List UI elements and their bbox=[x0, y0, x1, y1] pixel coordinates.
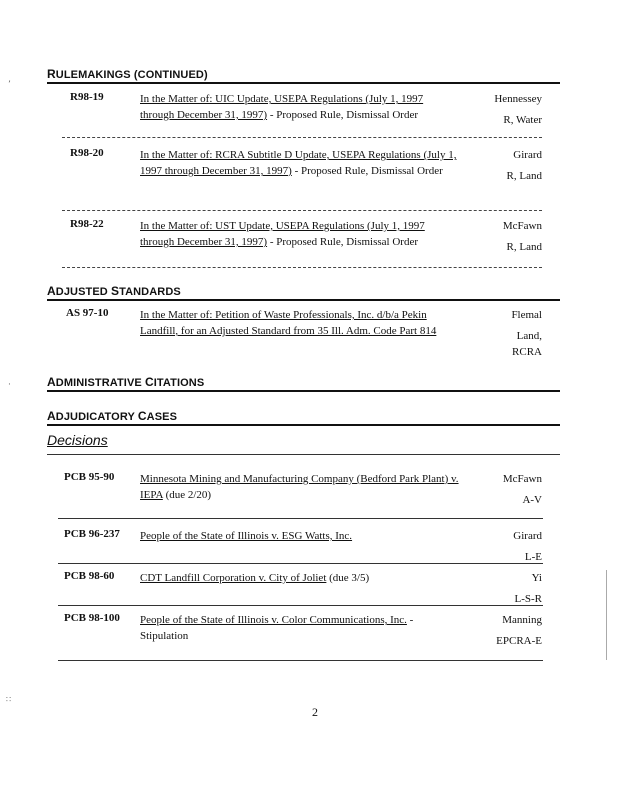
case-type: Land, bbox=[516, 330, 542, 342]
case-title-link[interactable]: CDT Landfill Corporation v. City of Joliet bbox=[140, 572, 327, 584]
subsection-rule bbox=[47, 454, 560, 455]
case-meta bbox=[511, 307, 542, 360]
section-rule bbox=[47, 424, 560, 426]
case-title: In the Matter of: UIC Update, USEPA Regulations (July 1, 1997 through December 31, 1997) - Proposed Rule, Dismissal Order bbox=[140, 93, 424, 121]
case-type: A-V bbox=[522, 494, 542, 506]
page-number: 2 bbox=[312, 705, 318, 719]
docket-number: R98-19 bbox=[70, 91, 104, 103]
case-title bbox=[140, 528, 460, 544]
row-divider bbox=[58, 605, 543, 606]
case-meta bbox=[494, 91, 542, 128]
row-divider bbox=[58, 563, 543, 564]
case-title-link[interactable]: In the Matter of: Petition of Waste Professionals, Inc. d/b/a Pekin Landfill, for an Adjusted Standard from 35 Ill. Adm. Code Part 814 bbox=[140, 309, 437, 337]
docket-number: AS 97-10 bbox=[66, 307, 109, 319]
docket-number: PCB 98-100 bbox=[64, 612, 120, 624]
row-divider bbox=[62, 267, 542, 268]
rulemakings-heading: RULEMAKINGS (CONTINUED) bbox=[47, 67, 208, 81]
case-type: L-S-R bbox=[514, 593, 542, 605]
board-member: Yi bbox=[531, 572, 542, 584]
board-member: McFawn bbox=[502, 473, 542, 485]
row-divider bbox=[58, 660, 543, 661]
case-meta bbox=[503, 471, 542, 508]
case-meta bbox=[503, 218, 542, 255]
board-member: Girard bbox=[513, 530, 542, 542]
case-meta bbox=[507, 147, 542, 184]
board-member: Flemal bbox=[511, 309, 542, 321]
docket-number: PCB 98-60 bbox=[64, 570, 115, 582]
case-title-link[interactable]: People of the State of Illinois v. ESG Watts, Inc. bbox=[140, 530, 353, 542]
scan-mark-icon: ∷ bbox=[6, 695, 12, 704]
adjudicatory-cases-heading: ADJUDICATORY CASES bbox=[47, 409, 178, 423]
case-title-link[interactable]: In the Matter of: UST Update, USEPA Regulations (July 1, 1997 through December 31, 1997) bbox=[140, 220, 425, 248]
row-divider bbox=[58, 518, 543, 519]
case-meta bbox=[496, 612, 542, 649]
board-member: Manning bbox=[502, 614, 542, 626]
case-title-link[interactable]: People of the State of Illinois v. Color Communications, Inc. bbox=[140, 614, 407, 626]
case-title: In the Matter of: UST Update, USEPA Regulations (July 1, 1997 through December 31, 1997) - Proposed Rule, Dismissal Order bbox=[140, 220, 425, 248]
scan-edge-line bbox=[606, 570, 607, 660]
case-type: R, Land bbox=[506, 170, 542, 182]
docket-number: PCB 95-90 bbox=[64, 471, 115, 483]
decisions-subheading: Decisions bbox=[47, 432, 108, 448]
case-title: Minnesota Mining and Manufacturing Company (Bedford Park Plant) v. IEPA (due 2/20) bbox=[140, 473, 459, 501]
case-meta bbox=[515, 570, 543, 607]
docket-number: PCB 96-237 bbox=[64, 528, 120, 540]
scan-mark-icon: · bbox=[8, 380, 11, 390]
case-title: People of the State of Illinois v. Color Communications, Inc. - Stipulation bbox=[140, 614, 414, 642]
section-rule bbox=[47, 82, 560, 84]
case-title: CDT Landfill Corporation v. City of Joliet (due 3/5) bbox=[140, 572, 370, 584]
board-member: Hennessey bbox=[494, 93, 542, 105]
section-rule bbox=[47, 390, 560, 392]
case-type-line2: RCRA bbox=[512, 346, 542, 358]
case-type: EPCRA-E bbox=[496, 635, 542, 647]
section-rule bbox=[47, 299, 560, 301]
case-title: In the Matter of: RCRA Subtitle D Update, USEPA Regulations (July 1, 1997 through December 31, 1997) - Proposed Rule, Dismissal Order bbox=[140, 149, 457, 177]
docket-number: R98-20 bbox=[70, 147, 104, 159]
docket-number: R98-22 bbox=[70, 218, 104, 230]
adjusted-standards-heading: ADJUSTED STANDARDS bbox=[47, 284, 181, 298]
case-title bbox=[140, 307, 460, 339]
case-title-link[interactable]: Minnesota Mining and Manufacturing Company (Bedford Park Plant) v. IEPA bbox=[140, 473, 459, 501]
case-type: R, Water bbox=[503, 114, 542, 126]
board-member: Girard bbox=[513, 149, 542, 161]
case-title-link[interactable]: In the Matter of: RCRA Subtitle D Update, USEPA Regulations (July 1, 1997 through December 31, 1997) bbox=[140, 149, 457, 177]
row-divider bbox=[62, 210, 542, 211]
case-title-link[interactable]: In the Matter of: UIC Update, USEPA Regulations (July 1, 1997 through December 31, 1997) bbox=[140, 93, 424, 121]
board-member: McFawn bbox=[502, 220, 542, 232]
case-type: R, Land bbox=[506, 241, 542, 253]
row-divider bbox=[62, 137, 542, 138]
case-meta bbox=[513, 528, 542, 565]
administrative-citations-heading: ADMINISTRATIVE CITATIONS bbox=[47, 375, 205, 389]
scan-mark-icon: ’ bbox=[8, 80, 11, 90]
case-type: L-E bbox=[524, 551, 542, 563]
